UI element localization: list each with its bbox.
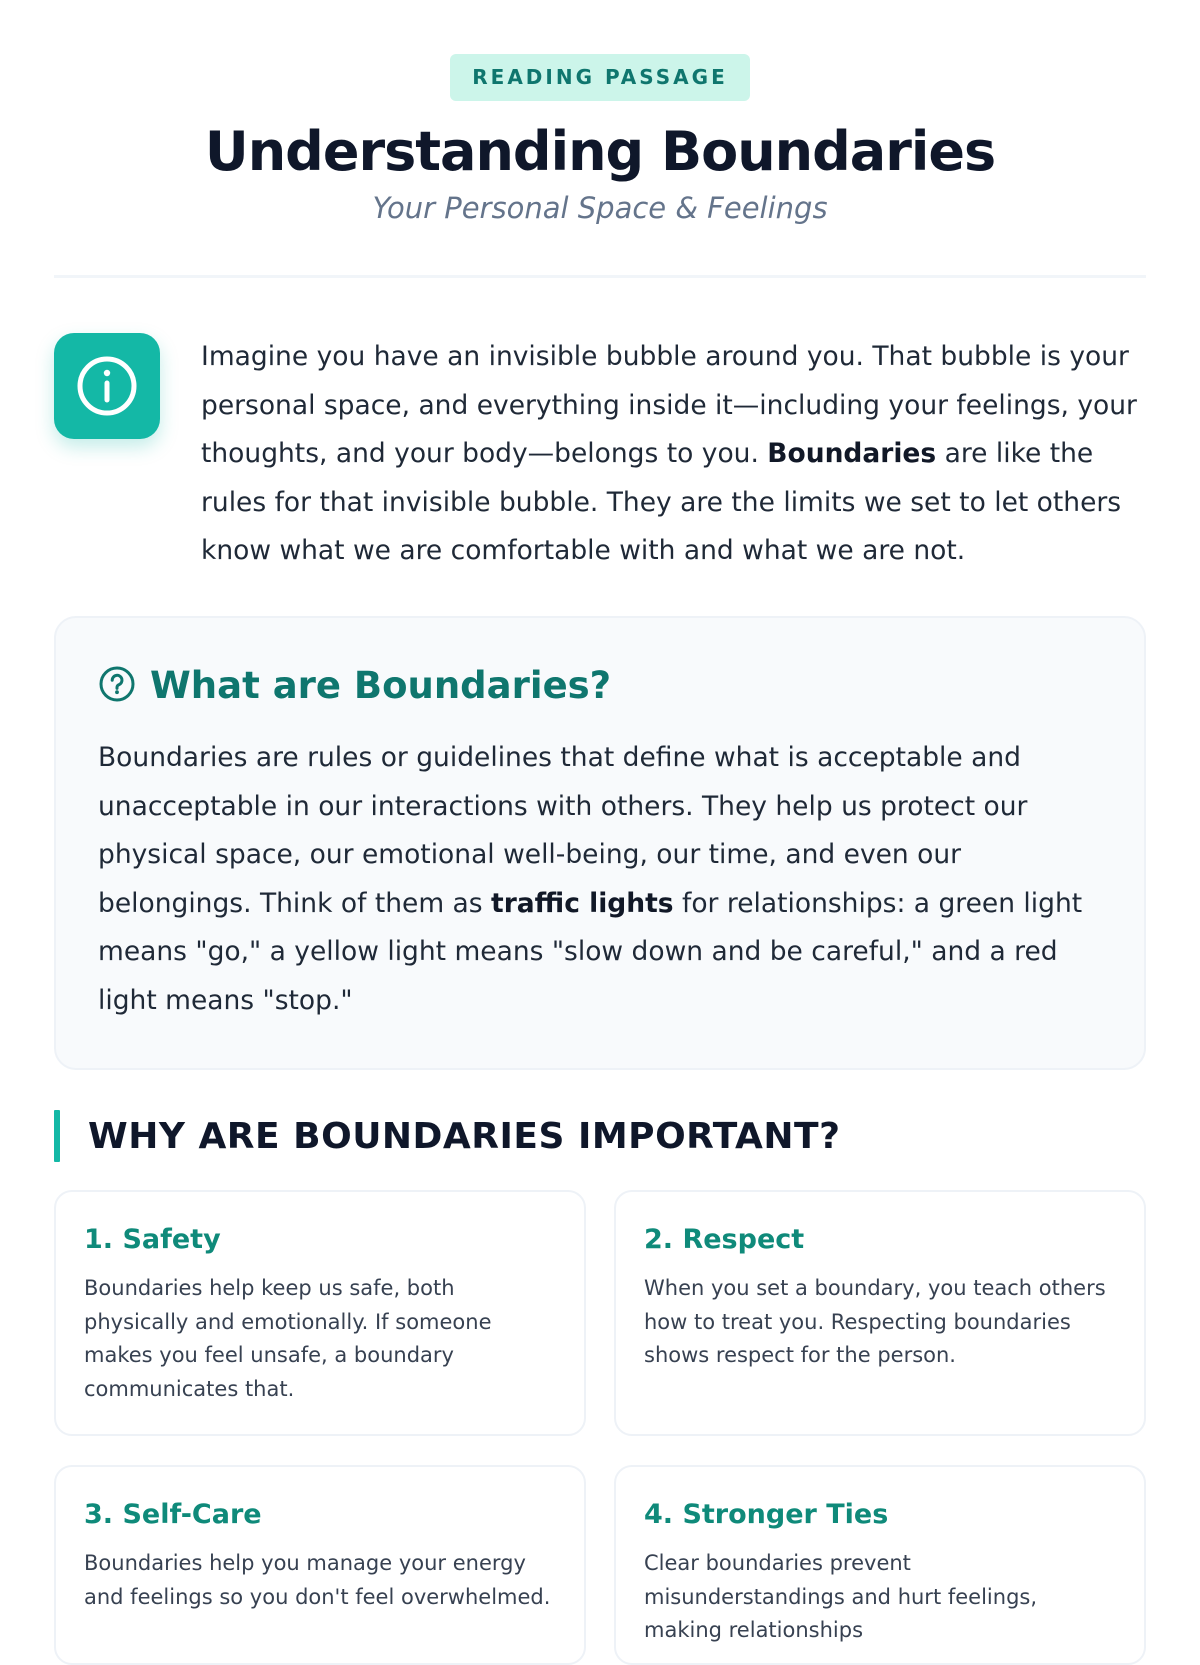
definition-bold-term: traffic lights [491, 887, 674, 919]
card-text: Boundaries help keep us safe, both physically and emotionally. If someone makes you feel unsafe, a boundary communicates that. [84, 1276, 492, 1401]
card-text: When you set a boundary, you teach others how to treat you. Respecting boundaries shows respect for the person. [644, 1276, 1106, 1367]
intro-bold-term: Boundaries [767, 438, 937, 469]
info-icon [54, 333, 160, 439]
header-divider [54, 275, 1146, 278]
question-circle-icon [98, 665, 136, 707]
definition-text-part1: Boundaries are rules or guidelines that define what is acceptable and unacceptable in our interactions with others. They help us protect our physical space, our emotional well-being, our time, and even our belongings. Think of them as [98, 742, 1028, 919]
definition-heading [98, 664, 1102, 708]
intro-text-part1: Imagine you have an invisible bubble around you. That bubble is your personal space, and everything inside it—including your feelings, your thoughts, and your body—belongs to you. [201, 341, 1137, 469]
card-title: 3. Self-Care [84, 1499, 262, 1530]
intro-paragraph [201, 333, 1146, 576]
heading-accent-bar [54, 1110, 60, 1162]
card-title: 1. Safety [84, 1224, 221, 1255]
reason-card-self-care [54, 1465, 586, 1665]
definition-text-part2: for relationships: a green light means "go," a yellow light means "slow down and be careful," and a red light means "stop." [98, 887, 1083, 1016]
card-text: Clear boundaries prevent misunderstandings and hurt feelings, making relationships [644, 1551, 1038, 1642]
definition-box [54, 616, 1146, 1070]
page-subtitle: Your Personal Space & Feelings [372, 191, 828, 225]
why-title: WHY ARE BOUNDARIES IMPORTANT? [88, 1115, 841, 1157]
section-tag: READING PASSAGE [450, 54, 749, 101]
why-heading [54, 1110, 840, 1162]
page-header [0, 0, 1200, 227]
intro-section [54, 333, 1146, 576]
definition-title: What are Boundaries? [150, 664, 612, 707]
card-text: Boundaries help you manage your energy and feelings so you don't feel overwhelmed. [84, 1551, 551, 1609]
card-title: 4. Stronger Ties [644, 1499, 889, 1530]
card-title: 2. Respect [644, 1224, 805, 1255]
reason-card-stronger-ties [614, 1465, 1146, 1665]
intro-text-part2: are like the rules for that invisible bubble. They are the limits we set to let others know what we are comfortable with and what we are not. [201, 438, 1122, 566]
reason-card-safety [54, 1190, 586, 1436]
reason-card-respect [614, 1190, 1146, 1436]
page-title: Understanding Boundaries [204, 120, 996, 183]
definition-paragraph [98, 734, 1102, 1025]
